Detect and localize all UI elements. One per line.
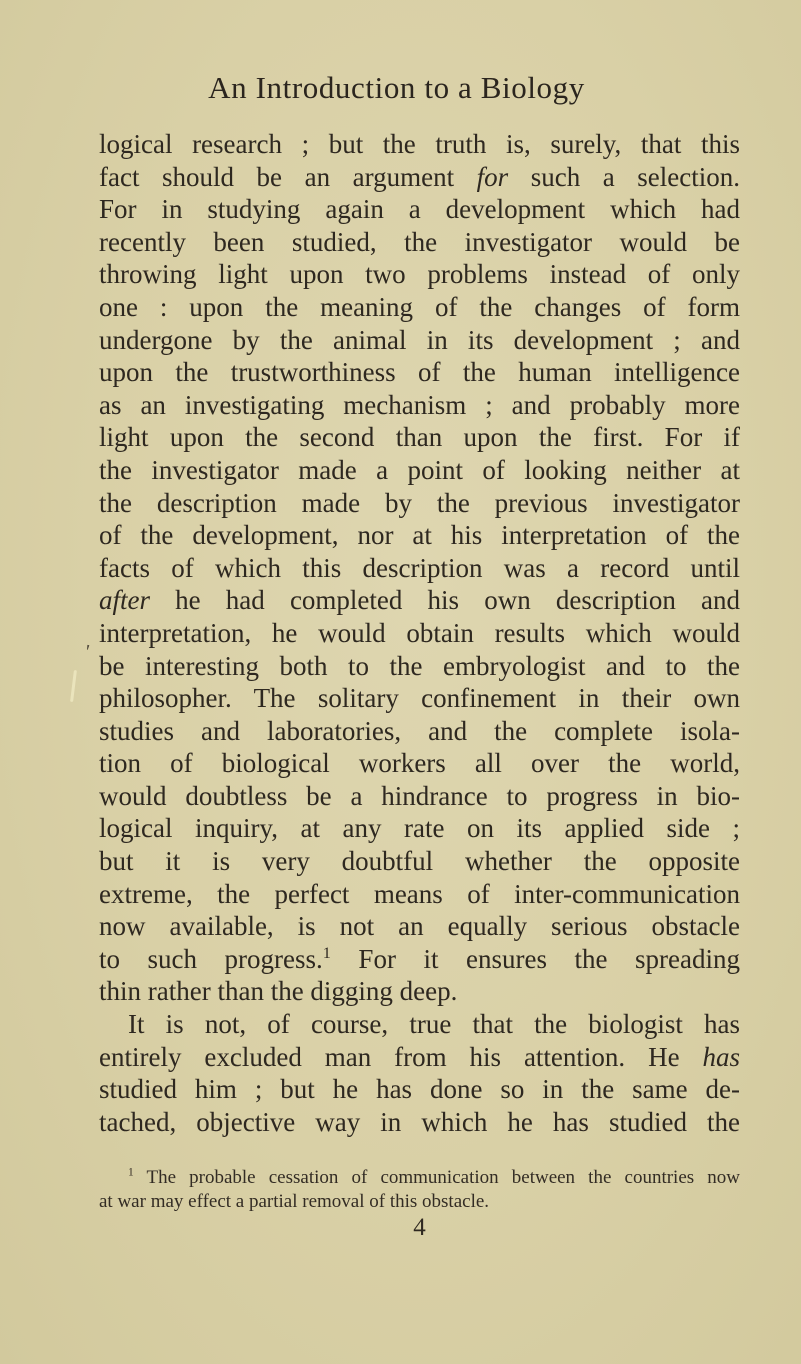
text-line: one : upon the meaning of the changes of form (99, 291, 740, 322)
text-line: entirely excluded man from his attention. He has (99, 1041, 740, 1072)
text-line: studied him ; but he has done so in the same de- (99, 1074, 740, 1105)
text-line: the description made by the previous investigator (99, 487, 740, 518)
text-line: thin rather than the digging deep. (99, 976, 458, 1007)
body-text-column (99, 128, 740, 1138)
page-number: 4 (413, 1214, 426, 1241)
text-line: as an investigating mechanism ; and probably more (99, 389, 740, 420)
footnote (99, 1166, 740, 1214)
scan-artifact-mark: ' (82, 640, 91, 664)
text-line: extreme, the perfect means of inter-communication (99, 878, 740, 909)
text-line: It is not, of course, true that the biologist has (128, 1009, 740, 1040)
text-line: fact should be an argument for such a selection. (99, 161, 740, 192)
text-line: interpretation, he would obtain results which would (99, 617, 740, 648)
text-line: of the development, nor at his interpretation of the (99, 520, 740, 551)
text-line: tion of biological workers all over the world, (99, 748, 740, 779)
text-line: philosopher. The solitary confinement in their own (99, 683, 740, 714)
text-line: tached, objective way in which he has studied the (99, 1106, 740, 1137)
text-line: $^1$ The probable cessation of communication between the countries now (128, 1166, 740, 1188)
text-line: light upon the second than upon the first. For if (99, 422, 740, 453)
text-line: facts of which this description was a record until (99, 552, 740, 583)
text-line: studies and laboratories, and the complete isola- (99, 715, 740, 746)
scan-artifact-scratch (70, 670, 77, 702)
text-line: logical research ; but the truth is, surely, that this (99, 129, 740, 159)
text-line: to such progress.$^1$ For it ensures the spreading (99, 943, 740, 974)
text-line: recently been studied, the investigator would be (99, 226, 740, 257)
text-line: the investigator made a point of looking neither at (99, 454, 740, 485)
text-line: For in studying again a development which had (99, 194, 740, 225)
text-line: would doubtless be a hindrance to progress in bio- (99, 780, 740, 811)
text-line: undergone by the animal in its development ; and (99, 324, 740, 355)
text-line: logical inquiry, at any rate on its applied side ; (99, 813, 740, 844)
text-line: after he had completed his own description and (99, 585, 740, 616)
text-line: at war may effect a partial removal of this obstacle. (99, 1191, 490, 1212)
text-line: now available, is not an equally serious obstacle (99, 911, 740, 942)
running-head: An Introduction to a Biology (208, 70, 585, 105)
text-line: throwing light upon two problems instead of only (99, 259, 740, 290)
text-line: but it is very doubtful whether the opposite (99, 846, 740, 877)
text-line: upon the trustworthiness of the human intelligence (99, 357, 740, 388)
text-line: be interesting both to the embryologist and to the (99, 650, 740, 681)
